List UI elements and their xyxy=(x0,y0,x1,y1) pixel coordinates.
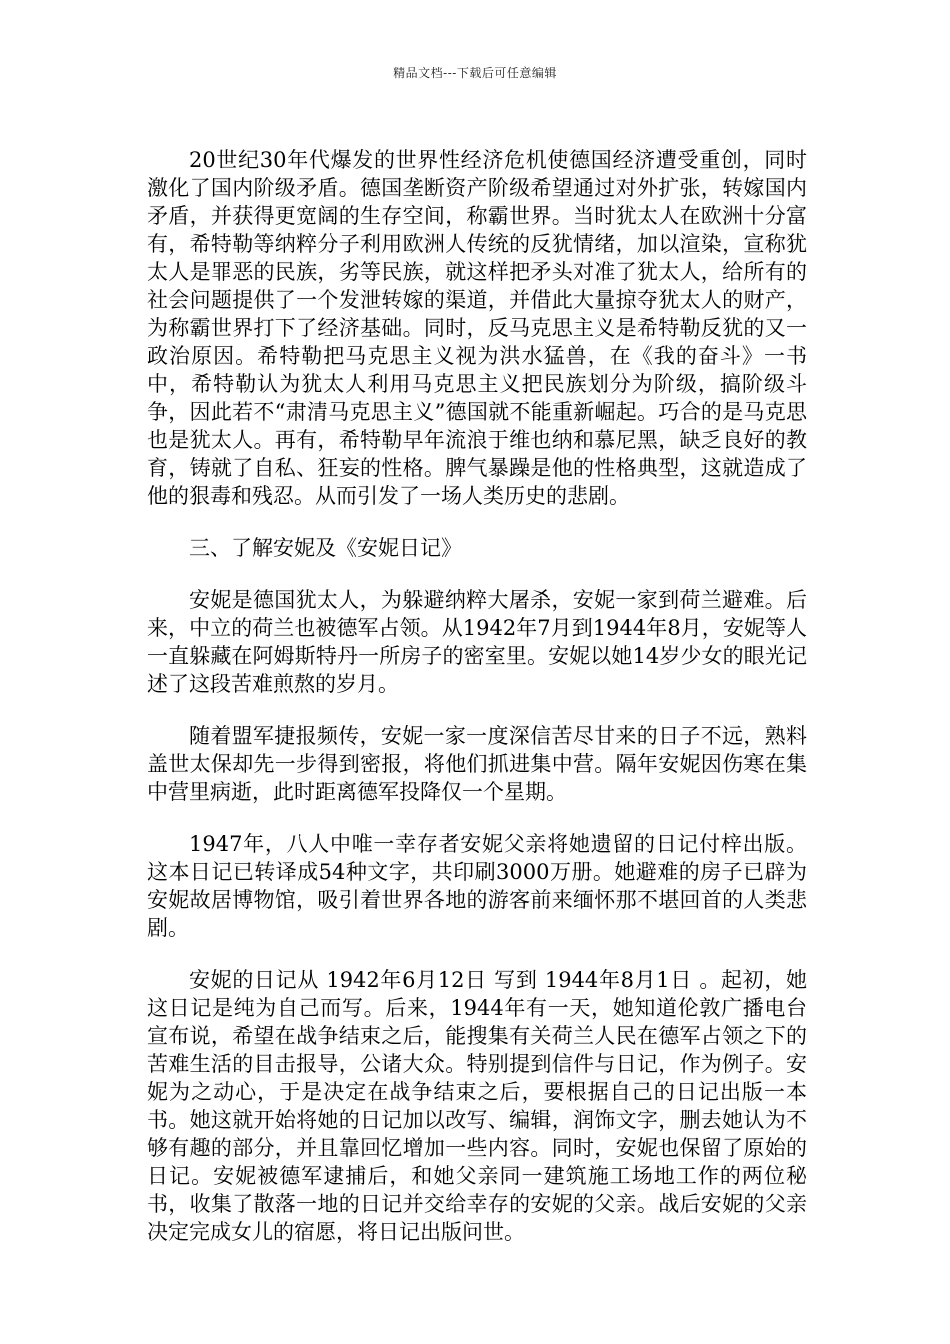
paragraph-anne-intro: 安妮是德国犹太人，为躲避纳粹大屠杀，安妮一家到荷兰避难。后来，中立的荷兰也被德军占领。从1942年7月到1944年8月，安妮等人一直躲藏在阿姆斯特丹一所房子的密室里。安妮以她14岁少女的眼光记述了这段苦难煎熬的岁月。 xyxy=(147,588,807,696)
paragraph-publication: 1947年，八人中唯一幸存者安妮父亲将她遗留的日记付梓出版。这本日记已转译成54种文字，共印刷3000万册。她避难的房子已辟为安妮故居博物馆，吸引着世界各地的游客前来缅怀那不堪回首的人类悲剧。 xyxy=(147,832,807,940)
paragraph-economic-crisis: 20世纪30年代爆发的世界性经济危机使德国经济遭受重创，同时激化了国内阶级矛盾。德国垄断资产阶级希望通过对外扩张，转嫁国内矛盾，并获得更宽阔的生存空间，称霸世界。当时犹太人在欧洲十分富有，希特勒等纳粹分子利用欧洲人传统的反犹情绪，加以渲染，宣称犹太人是罪恶的民族，劣等民族，就这样把矛头对准了犹太人，给所有的社会问题提供了一个发泄转嫁的渠道，并借此大量掠夺犹太人的财产，为称霸世界打下了经济基础。同时，反马克思主义是希特勒反犹的又一政治原因。希特勒把马克思主义视为洪水猛兽，在《我的奋斗》一书中，希特勒认为犹太人利用马克思主义把民族划分为阶级，搞阶级斗争，因此若不“肃清马克思主义”德国就不能重新崛起。巧合的是马克思也是犹太人。再有，希特勒早年流浪于维也纳和慕尼黑，缺乏良好的教育，铸就了自私、狂妄的性格。脾气暴躁是他的性格典型，这就造成了他的狠毒和残忍。从而引发了一场人类历史的悲剧。 xyxy=(147,148,807,508)
page-header: 精品文档---下载后可任意编辑 xyxy=(393,66,557,80)
paragraph-arrest: 随着盟军捷报频传，安妮一家一度深信苦尽甘来的日子不远，熟料盖世太保却先一步得到密报，将他们抓进集中营。隔年安妮因伤寒在集中营里病逝，此时距离德军投降仅一个星期。 xyxy=(147,724,807,804)
paragraph-diary-history: 安妮的日记从 1942年6月12日 写到 1944年8月1日 。起初，她这日记是纯为自己而写。后来，1944年有一天，她知道伦敦广播电台宣布说，希望在战争结束之后，能搜集有关荷兰人民在德军占领之下的苦难生活的目击报导，公诸大众。特别提到信件与日记，作为例子。安妮为之动心，于是决定在战争结束之后，要根据自己的日记出版一本书。她这就开始将她的日记加以改写、编辑，润饰文字，删去她认为不够有趣的部分，并且靠回忆增加一些内容。同时，安妮也保留了原始的日记。安妮被德军逮捕后，和她父亲同一建筑施工场地工作的两位秘书，收集了散落一地的日记并交给幸存的安妮的父亲。战后安妮的父亲决定完成女儿的宿愿，将日记出版问世。 xyxy=(147,968,807,1244)
section-heading: 三、了解安妮及《安妮日记》 xyxy=(189,536,462,560)
document-body xyxy=(147,146,807,1270)
